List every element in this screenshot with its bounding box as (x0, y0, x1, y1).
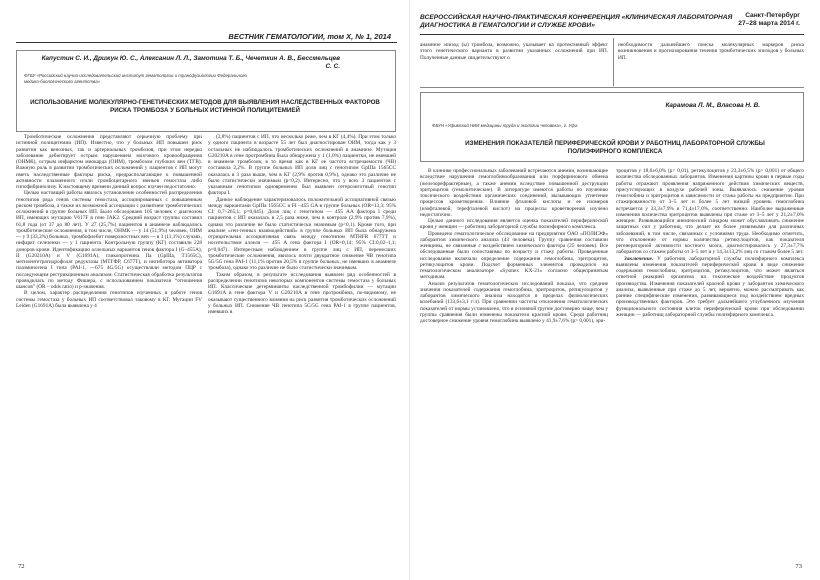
right-column-2 (616, 168, 804, 560)
paragraph: Тромботические осложнения представляют серьезную проблему при истинной полицитемии (ИП). Известно, что у больных ИП повышен риск развития как венозных, так и артериальных тромбозов, при этом нередко заболевание дебютирует острым нарушением мозгового кровообращения (ОНМК), острым инфарктом миокарда (ОИМ), тромбозом глубоких вен (ТГВ). Важную роль в развитии тромботических осложнений у пациентов с ИП могут иметь наследственные факторы риска, предрасполагающие к повышенной активности плазменного и/или тромбоцитарного звеньев гемостаза либо гипофибринолизу. К настоящему времени данный вопрос изучен недостаточно. (16, 134, 202, 190)
page-number: 73 (795, 563, 802, 570)
paragraph: анамнезе эпизод (ы) тромбоза, возможно, указывает на протективный эффект этого генетического варианта в развитии указанных осложнений при ИП. Полученные данные свидетельствуют о (420, 42, 608, 61)
paragraph: Таким образом, в результате исследования выявлен ряд особенностей в распределении генотипов некоторых компонентов системы гемостаза у больных ИП. Классические детерминанты наследственной тромбофилии — мутации G1691A в гене фактора V и G20210A в гене протромбина, по-видимому, не оказывают существенного влияния на риск развития тромботических осложнений у больных ИП. Снижение ЧВ генотипа 5G/5G гена PAI-1 в группе пациентов, имевших в (208, 271, 396, 315)
left-column-1 (16, 134, 202, 559)
conclusion-label: Заключение. (624, 255, 654, 262)
left-article-affiliation: ФГБУ «Российский научно-исследовательский институт гематологии и трансфузиологии Федерального медико-биологического агентства» (24, 73, 247, 84)
paragraph: Проведено гематологическое обследование на предприятии ОАО «ПОЛИЭФ» лаборантов химического анализа (43 человека). Группу сравнения составили женщины, не связанные с воздействием химического фактора (25 человек). Все обследованные были сопоставимы по возрасту и стажу работы. Проведенные исследования включали определение содержания гемоглобина, эритроцитов, ретикулоцитов крови. Подсчет форменных элементов проводился на гематологическом анализаторе «Sysmex KX-21» согласно общепринятым методикам. (420, 230, 608, 281)
conference-city: Санкт-Петербург (745, 12, 800, 19)
left-article-authors: Капустин С. И., Дрижун Ю. С., Алексанин Л. Л., Замотина Т. Б., Чечеткин А. В., Бессмельцев С. С. (41, 55, 340, 70)
paragraph: Анализ результатов гематологических исследований показал, что средние значения показателей содержания гемоглобина, эритроцитов, ретикулоцитов у лаборантов химического анализа находятся в пределах физиологических колебаний (133,6±3,1 г/л). При сравнении частоты отклонения гематологических показателей от нормы установлено, что в основной группе достоверно чаще, чем у группы сравнения были изменены показатели красной крови. Среди работниц достоверное снижение уровня гемоглобина выявлено у 41,9±7,6% (p> 0,001), эри- (420, 280, 608, 324)
paragraph: Целью данного исследования является оценка показателей периферической крови у женщин — работниц лабораторной службы полиэфирного комплекса. (420, 218, 608, 231)
right-article-authors: Карамова Л. М., Власова Н. В. (665, 102, 760, 109)
right-article-title: ИЗМЕНЕНИЯ ПОКАЗАТЕЛЕЙ ПЕРИФЕРИЧЕСКОЙ КРОВИ У РАБОТНИЦ ЛАБОРАТОРНОЙ СЛУЖБЫ ПОЛИЭФИРНОГО КОМПЛЕКСА (465, 140, 765, 155)
paragraph: В клинике профессиональных заболеваний встречаются анемии, возникающие вследствие нарушения гемоглобинообразования или порфиринового обмена (железорефрактерные), а также анемии вследствие повышенной деструкции эритроцитов (гемолитические). В литературе имеются работы по изучению токсического воздействия органических соединений, вызывающих угнетение процессов кроветворения. Влияние фталевой кислоты и ее изомеров (изофталевой, терефталевой кислот) на процессы кроветворения изучено недостаточно. (420, 168, 608, 218)
left-article-title: ИСПОЛЬЗОВАНИЕ МОЛЕКУЛЯРНО-ГЕНЕТИЧЕСКИХ МЕТОДОВ ДЛЯ ВЫЯВЛЕНИЯ НАСЛЕДСТВЕННЫХ ФАКТОРОВ РИСКА ТРОМБОЗА У БОЛЬНЫХ ИСТИННОЙ ПОЛИЦИТЕМИЕЙ (30, 99, 380, 114)
continuation-column-2 (618, 42, 804, 82)
column-divider (613, 38, 614, 86)
right-column-1 (420, 168, 608, 560)
conclusion-text: У работниц лабораторной службы полиэфирного комплекса выявлены изменения показателей периферической крови в виде снижение содержания гемоглобина, эритроцитов, ретикулоцитов, что может являться ответной реакцией организма на токсическое воздействие продуктов производства. Изменения показателей красной крови у лаборантов химического анализа, выявленные при стаже до 5 лет, вероятно, можно рассматривать как ранние специфические изменения, развивающиеся под воздействием вредных производственных факторов. Это требует дальнейшего углубленного изучения функционального состояния клеток периферической крови при обследовании женщин — работниц лабораторной службы полиэфирного комплекса. (616, 255, 805, 318)
paragraph: В целом, характер распределения генотипов изученных в работе генов системы гемостаза у больных ИП соответствовал таковому в КГ. Мутации FV Leiden (G1691A) была выявлена у 4 (16, 290, 202, 309)
conference-dates: 27–28 марта 2014 г. (738, 20, 800, 27)
paragraph: необходимости дальнейшего поиска молекулярных маркеров риска возникновения и прогнозирования течения тромботических эпизодов у больных ИП. (618, 42, 804, 61)
conference-title: ВСЕРОССИЙСКАЯ НАУЧНО-ПРАКТИЧЕСКАЯ КОНФЕРЕНЦИЯ «КЛИНИЧЕСКАЯ ЛАБОРАТОРНАЯ ДИАГНОСТИКА В ГЕМАТОЛОГИИ И СЛУЖБЕ КРОВИ» (420, 14, 733, 29)
right-page (410, 0, 820, 580)
paragraph: (3,8%) пациентов с ИП, что несколько реже, чем в КГ (4,4%). При этом только у одного пациента в возрасте 55 лет был диагностирован ОИМ, тогда как у 3 остальных не наблюдалось тромботических осложнений в анамнезе. Мутация G20210A в гене протромбина была обнаружена у 1 (1,0%) пациентки, не имевшей в анамнезе тромбозов, в то время как в КГ ее частота встречаемости (ЧВ) составила 2,2%. В группе больных ИП доля лиц с генотипом GpIIIa 1565CC оказалась в 3 раза выше, чем в КГ (2,9% против 0,9%), однако это различие не было статистически значимым (p<0,2). Интересно, что у всех 3 пациентов с указанным генотипом одновременно был выявлен гетерозиготный генотип фактора I. (208, 134, 396, 197)
paragraph: Целью настоящей работы явилось установление особенностей распределения генотипов ряда генов системы гемостаза, ассоциированных с повышенным риском тромбоза, а также их возможной ассоциации с развитием тромботических осложнений в группе больных ИП. Было обследовано 105 человек с диагнозом ИП, имеющих мутацию V617F в гене JAK2. Средний возраст группы составил 61,8 года (от 37 до 80 лет). У 27 (25,7%) пациентов в анамнезе наблюдались тромботические осложнения, в том числе, ОНМК — у 14 (51,9%) человек, ОИМ — у 9 (33,3%) больных, тромбофлебит поверхностных вен — в 3 (11,1%) случаях, инфаркт селезенки — у 1 пациента. Контрольную группу (КГ) составили 228 доноров крови. Идентификацию аллельных вариантов генов фактора I (G–455A), II (G20210A) и V (G1691A), гликопротеина IIa (GpIIIa, T1565C), метилентетрагидрофолат редуктазы (МТГФР, C677T), и ингибитора активатора плазминогена I типа (PAI-1, —675 4G/5G) осуществляли методом ПЦР с последующим рестрикционным анализом. Статистическая обработка результатов проводилась по методу Фишера, с использованием показателя “отношения шансов” (OR – odds ratio) и p-значения. (16, 190, 202, 290)
header-rule (420, 34, 804, 35)
continuation-column-1 (420, 42, 608, 82)
article-separator (420, 87, 804, 88)
paragraph: Данное наблюдение характеризовалось положительной ассоциативной связью между вариантами GpIIIa 1565CC и FI –455 GA в группе больных (OR=13,3; 95% CI: 0,7–265,1; p=0,045). Доля лиц с генотипом — 455 AA фактора I среди пациентов с ИП оказалась в 2,5 раза ниже, чем в контроле (2,9% против 7,9%), однако это различие не было статистически значимым (p<0,1). Кроме того, при анализе «ген-генных взаимодействий» в группе больных ИП была обнаружена отрицательная ассоциативная связь между генотипом MTHFR 677TT и носительством аллеля — 455 A гена фактора I (OR=0,14; 95% CI:0,02–1,1; p=0,047). Интересным наблюдением в группе лиц с ИП, перенесших тромботические осложнения, явилось почти двукратное снижение ЧВ генотипа 5G/5G гена PAI-1 (11,1% против 20,5% в группе больных, не имевших в анамнезе тромбоза), однако это различие не было статистически значимым. (208, 196, 396, 272)
conference-place-date (738, 12, 800, 28)
left-column-2 (208, 134, 396, 559)
conclusion-paragraph (616, 256, 804, 319)
page-number: 72 (18, 563, 25, 570)
paragraph: троцитов у 18,6±6,0% (p> 0,01), ретикулоцитов у 23,3±6,5% (p> 0,001) от общего количества обследованных лаборантов. Изменения картины крови в первые годы работы отражают проявления напряженного действия химических веществ, присутствующих в воздухе рабочей зоны. Выявлялось снижение уровня гемоглобина и эритроцитов в зависимости от стажа работы на предприятии. При стажированности от 3–5 лет и более 5 лет низкий уровень гемоглобина встречается у 33,3±7,9% и 71,4±17,0%, соответственно. Наиболее выраженные изменения количества эритроцитов выявлены при стаже от 3–5 лет у 21,2±7,0% женщин. Развивающийся анемический синдром может обуславливать снижение защитных сил у работниц, что делает их более уязвимыми для различных заболеваний, в том числе, связанных с условиями труда. Необходимо отметить, что отклонение от нормы количества ретикулоцитов, как показателя регенераторной активности костного мозга, диагностировалось у 27,3±7,7% лаборантов со стажем работы от 3–5 лет и у 14,3±13,2% лиц со стажем более 5 лет. (616, 168, 804, 256)
journal-header: ВЕСТНИК ГЕМАТОЛОГИИ, том X, № 1, 2014 (16, 32, 397, 43)
right-article-affiliation: ФБУН «Уфимский НИИ медицины труда и экологии человека», г. Уфа (432, 123, 578, 128)
